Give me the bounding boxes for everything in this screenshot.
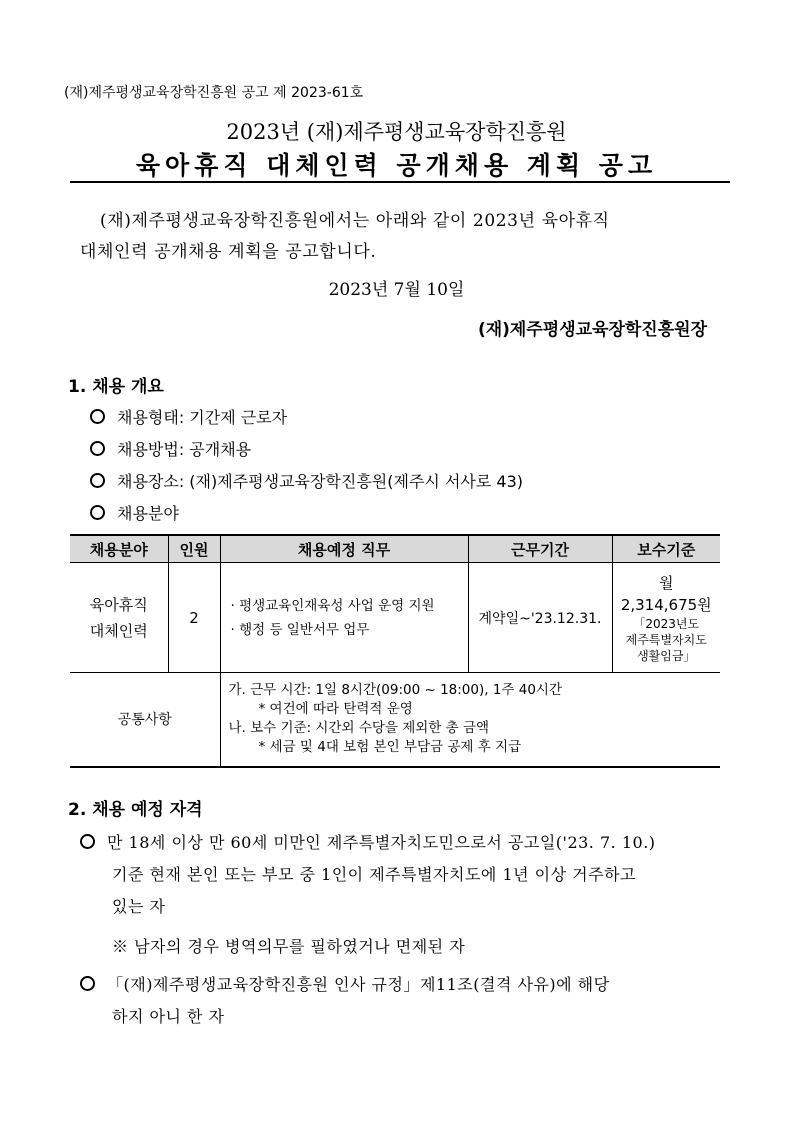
header-field: 채용분야 bbox=[70, 535, 168, 563]
circle-bullet-icon bbox=[90, 441, 105, 456]
pay-amount: 2,314,675원 bbox=[620, 595, 712, 614]
circle-bullet-icon bbox=[80, 976, 95, 991]
header-pay: 보수기준 bbox=[612, 535, 720, 563]
duty-2: · 행정 등 일반서무 업무 bbox=[230, 621, 370, 638]
common-line-1: 가. 근무 시간: 1일 8시간(09:00 ~ 18:00), 1주 40시간 bbox=[228, 682, 563, 699]
header-duty: 채용예정 직무 bbox=[220, 535, 468, 563]
overview-item-type: 채용형태: 기간제 근로자 bbox=[90, 405, 287, 428]
common-line-3: 나. 보수 기준: 시간외 수당을 제외한 총 금액 bbox=[228, 720, 490, 737]
cell-count: 2 bbox=[168, 563, 220, 673]
intro-line-2: 대체인력 공개채용 계획을 공고합니다. bbox=[80, 242, 377, 262]
qualification-1-line-1: 만 18세 이상 만 60세 미만인 제주특별자치도민으로서 공고일('23. 7. 10.) bbox=[80, 830, 656, 853]
table-header-row bbox=[70, 535, 720, 563]
circle-bullet-icon bbox=[90, 409, 105, 424]
pay-month: 월 bbox=[659, 573, 674, 592]
qualification-1-note: ※ 남자의 경우 병역의무를 필하였거나 면제된 자 bbox=[112, 937, 466, 956]
notice-number: (재)제주평생교육장학진흥원 공고 제 2023-61호 bbox=[64, 85, 364, 101]
pay-note-1: 「2023년도 bbox=[633, 616, 700, 631]
intro-line-1: (재)제주평생교육장학진흥원에서는 아래와 같이 2023년 육아휴직 bbox=[100, 211, 610, 231]
cell-pay bbox=[612, 563, 720, 673]
section-1-heading: 1. 채용 개요 bbox=[68, 377, 164, 397]
cell-common-label: 공통사항 bbox=[70, 673, 220, 767]
overview-item-method: 채용방법: 공개채용 bbox=[90, 437, 251, 460]
common-line-2: * 여건에 따라 탄력적 운영 bbox=[258, 701, 413, 718]
circle-bullet-icon bbox=[90, 473, 105, 488]
field-line-2: 대체인력 bbox=[89, 621, 148, 640]
page-title: 육아휴직 대체인력 공개채용 계획 공고 bbox=[135, 151, 658, 180]
common-line-4: * 세금 및 4대 보험 본인 부담금 공제 후 지급 bbox=[258, 739, 522, 756]
title-divider bbox=[70, 181, 730, 183]
pay-note-2: 제주특별자치도 bbox=[625, 632, 707, 647]
qualification-1-line-2: 기준 현재 본인 또는 부모 중 1인이 제주특별자치도에 1년 이상 거주하고 bbox=[112, 865, 636, 884]
table-common-row bbox=[70, 673, 720, 767]
qualification-2-line-2: 하지 아니 한 자 bbox=[112, 1007, 225, 1026]
qualification-2-line-1: 「(재)제주평생교육장학진흥원 인사 규정」제11조(결격 사유)에 해당 bbox=[80, 972, 610, 995]
signer: (재)제주평생교육장학진흥원장 bbox=[477, 320, 707, 340]
recruitment-table bbox=[70, 534, 720, 768]
qualification-1-line-3: 있는 자 bbox=[112, 897, 166, 916]
pay-note-3: 생활임금」 bbox=[637, 648, 696, 663]
cell-period: 계약일~'23.12.31. bbox=[468, 563, 612, 673]
header-count: 인원 bbox=[168, 535, 220, 563]
field-line-1: 육아휴직 bbox=[89, 595, 148, 614]
duty-1: · 평생교육인재육성 사업 운영 지원 bbox=[230, 597, 435, 614]
cell-field bbox=[70, 563, 168, 673]
cell-duty bbox=[220, 563, 468, 673]
overview-item-field: 채용분야 bbox=[90, 501, 179, 524]
circle-bullet-icon bbox=[90, 505, 105, 520]
header-period: 근무기간 bbox=[468, 535, 612, 563]
cell-common-content bbox=[220, 673, 720, 767]
overview-item-place: 채용장소: (재)제주평생교육장학진흥원(제주시 서사로 43) bbox=[90, 469, 523, 492]
circle-bullet-icon bbox=[80, 834, 95, 849]
section-2-heading: 2. 채용 예정 자격 bbox=[68, 800, 203, 820]
notice-date: 2023년 7월 10일 bbox=[328, 280, 465, 300]
table-row bbox=[70, 563, 720, 673]
title-year-org: 2023년 (재)제주평생교육장학진흥원 bbox=[226, 120, 567, 144]
